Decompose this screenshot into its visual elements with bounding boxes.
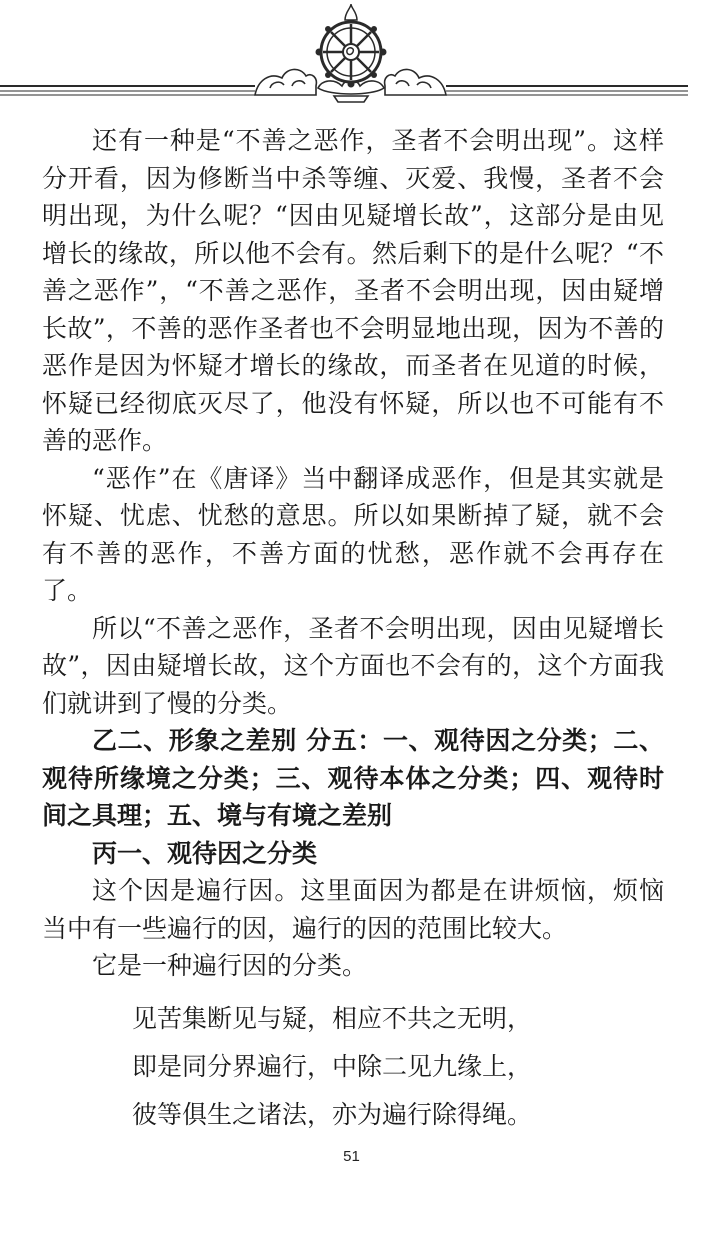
page-header xyxy=(0,0,703,112)
page-body xyxy=(42,122,664,1139)
subsection-heading: 丙一、观待因之分类 xyxy=(92,838,318,868)
section-heading: 乙二、形象之差别 分五：一、观待因之分类；二、观待所缘境之分类；三、观待本体之分类；四、观待时间之具理；五、境与有境之差别 xyxy=(42,726,664,830)
verse-line: 彼等俱生之诸法，亦为遍行除得绳。 xyxy=(132,1099,533,1129)
verse-line: 见苦集断见与疑，相应不共之无明， xyxy=(132,1003,533,1033)
verse-line: 即是同分界遍行，中除二见九缘上， xyxy=(132,1051,533,1081)
paragraph: 它是一种遍行因的分类。 xyxy=(92,951,368,980)
paragraph: 还有一种是“不善之恶作，圣者不会明出现”。这样分开看，因为修断当中杀等缠、灭爱、我慢，圣者不会明出现，为什么呢？“因由见疑增长故”，这部分是由见增长的缘故，所以他不会有。然后剩下的是什么呢？“不善之恶作”，“不善之恶作，圣者不会明出现，因由疑增长故”，不善的恶作圣者也不会明显地出现，因为不善的恶作是因为怀疑才增长的缘故，而圣者在见道的时候，怀疑已经彻底灭尽了，他没有怀疑，所以也不可能有不善的恶作。 xyxy=(42,126,664,455)
paragraph: 所以“不善之恶作，圣者不会明出现，因由见疑增长故”，因由疑增长故，这个方面也不会有的，这个方面我们就讲到了慢的分类。 xyxy=(42,613,664,718)
paragraph: “恶作”在《唐译》当中翻译成恶作，但是其实就是怀疑、忧虑、忧愁的意思。所以如果断掉了疑，就不会有不善的恶作，不善方面的忧愁，恶作就不会再存在了。 xyxy=(42,463,664,605)
page-number: 51 xyxy=(343,1148,360,1165)
dharma-wheel-header-ornament xyxy=(0,0,703,112)
verse-block xyxy=(42,995,664,1139)
paragraph: 这个因是遍行因。这里面因为都是在讲烦恼，烦恼当中有一些遍行的因，遍行的因的范围比较大。 xyxy=(42,876,664,943)
